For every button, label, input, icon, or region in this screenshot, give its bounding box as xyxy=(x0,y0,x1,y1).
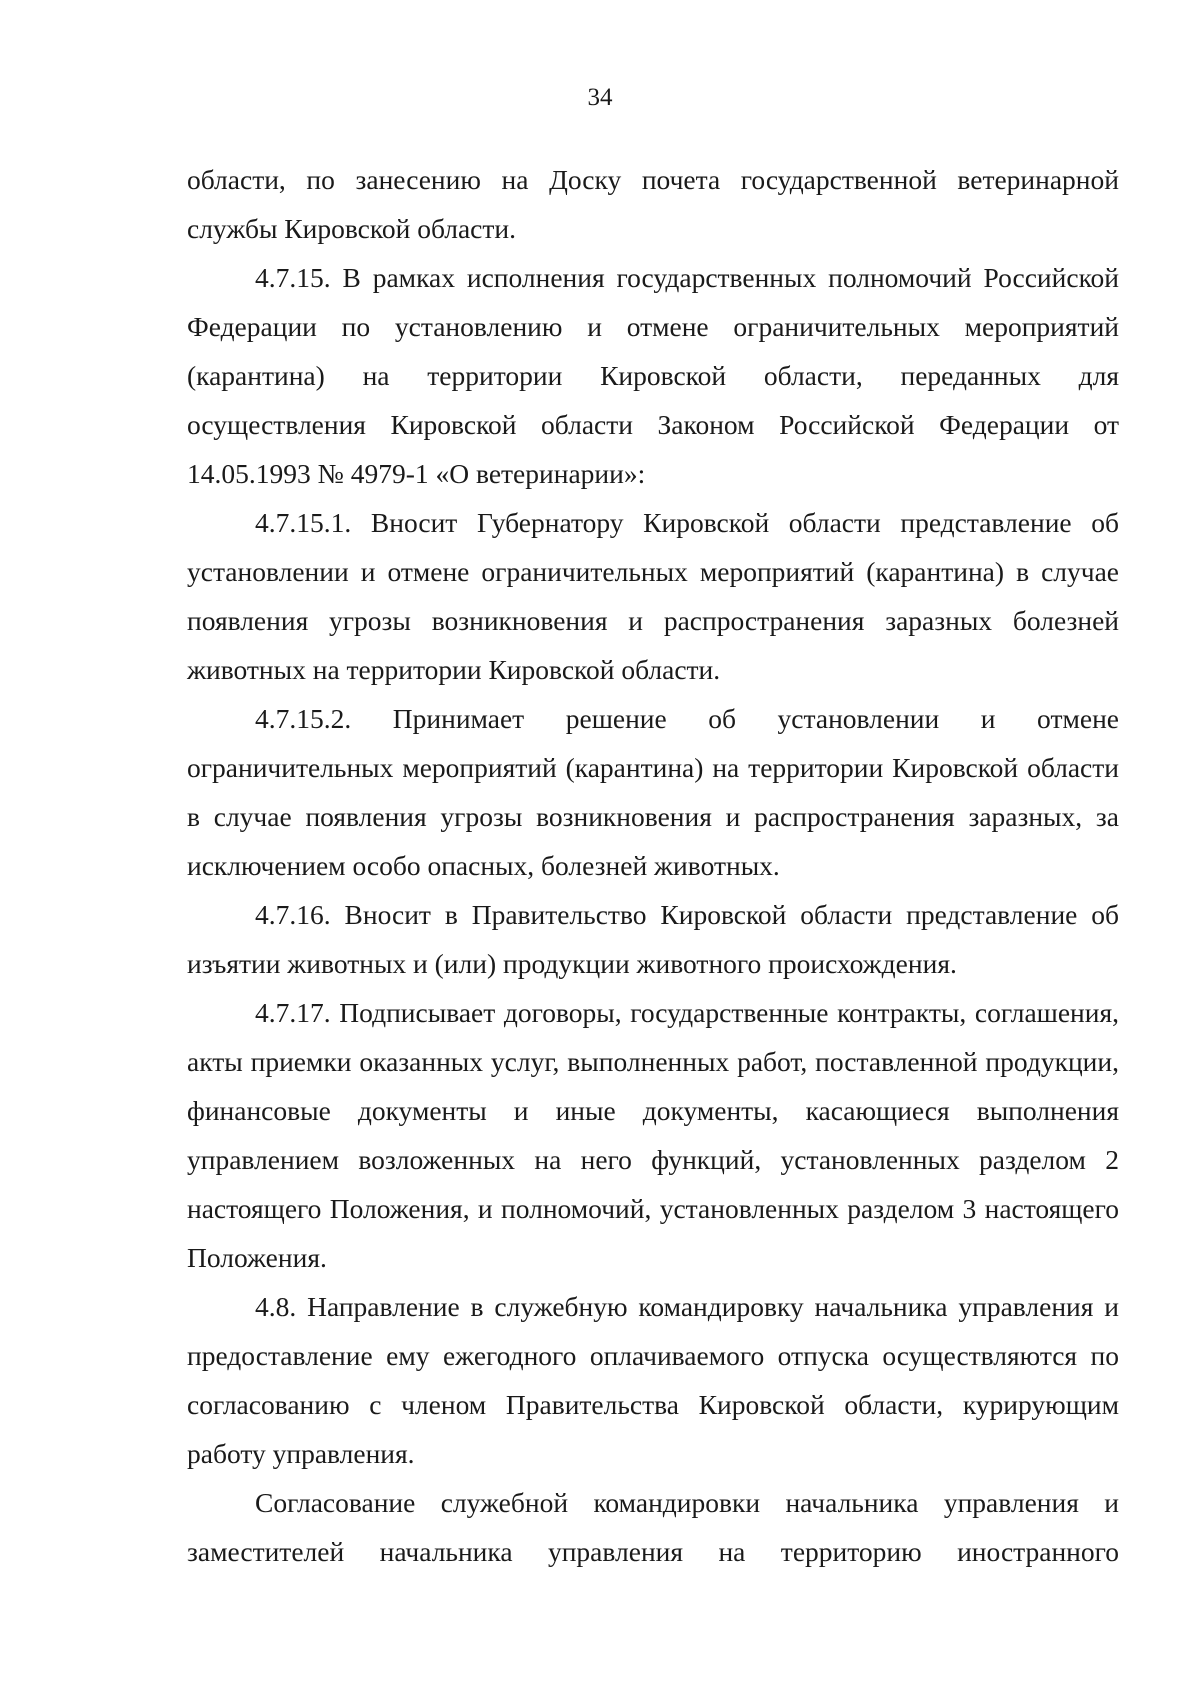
paragraph-4-8: 4.8. Направление в служебную командировку начальника управления и предоставление ему ежегодного оплачиваемого отпуска осуществляются по согласованию с членом Правительства Кировской области, курирующим работу управления. xyxy=(187,1291,1119,1469)
paragraph-agreement: Согласование служебной командировки начальника управления и заместителей начальника управления на территорию иностранного xyxy=(187,1487,1119,1567)
document-body xyxy=(187,155,1119,1576)
paragraph-4-7-15: 4.7.15. В рамках исполнения государственных полномочий Российской Федерации по установлению и отмене ограничительных мероприятий (карантина) на территории Кировской области, переданных для осуществления Кировской области Законом Российской Федерации от 14.05.1993 № 4979-1 «О ветеринарии»: xyxy=(187,262,1119,489)
paragraph-4-7-15-1: 4.7.15.1. Вносит Губернатору Кировской области представление об установлении и отмене ограничительных мероприятий (карантина) в случае появления угрозы возникновения и распространения заразных болезней животных на территории Кировской области. xyxy=(187,507,1119,685)
page-number: 34 xyxy=(587,84,613,111)
paragraph-4-7-17: 4.7.17. Подписывает договоры, государственные контракты, соглашения, акты приемки оказанных услуг, выполненных работ, поставленной продукции, финансовые документы и иные документы, касающиеся выполнения управлением возложенных на него функций, установленных разделом 2 настоящего Положения, и полномочий, установленных разделом 3 настоящего Положения. xyxy=(187,997,1119,1273)
paragraph-continuation: области, по занесению на Доску почета государственной ветеринарной службы Кировской области. xyxy=(187,164,1119,244)
paragraph-4-7-15-2: 4.7.15.2. Принимает решение об установлении и отмене ограничительных мероприятий (карантина) на территории Кировской области в случае появления угрозы возникновения и распространения заразных, за исключением особо опасных, болезней животных. xyxy=(187,703,1119,881)
paragraph-4-7-16: 4.7.16. Вносит в Правительство Кировской области представление об изъятии животных и (или) продукции животного происхождения. xyxy=(187,899,1119,979)
